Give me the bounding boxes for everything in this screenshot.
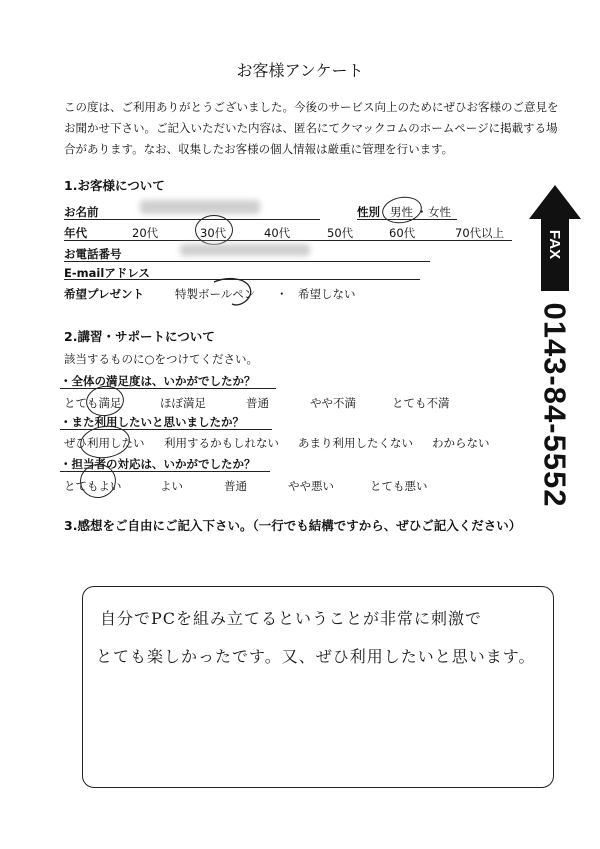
fax-label-wrap: [537, 226, 573, 262]
fax-label: FAX: [546, 229, 564, 259]
gift-option-none[interactable]: 希望しない: [298, 287, 356, 301]
q3-option-somewhat-bad[interactable]: やや悪い: [288, 479, 334, 493]
question3: ・担当者の対応は、いかがでしたか？: [60, 457, 256, 471]
section3-heading: 3.感想をご自由にご記入下さい。（一行でも結構ですから、ぜひご記入ください）: [64, 518, 522, 533]
fax-number: 0143-84-5552: [538, 302, 573, 508]
section2-instruction: 該当するものに○をつけてください。: [64, 352, 259, 366]
q2-option-not-really[interactable]: あまり利用したくない: [298, 436, 413, 450]
phone-underline: [64, 261, 430, 262]
name-underline: [64, 219, 320, 220]
question1: ・全体の満足度は、いかがでしたか？: [60, 374, 256, 388]
gender-underline: [357, 219, 457, 220]
comment-line-2: とても楽しかったです。又、ぜひ利用したいと思います。: [96, 647, 536, 666]
email-label: E-mailアドレス: [64, 266, 150, 280]
question2: ・また利用したいと思いましたか？: [60, 415, 244, 429]
q2-option-dont-know[interactable]: わからない: [432, 436, 490, 450]
section2-heading: 2.講習・サポートについて: [64, 329, 215, 344]
gender-female-option[interactable]: 女性: [428, 205, 451, 219]
phone-label: お電話番号: [64, 247, 122, 261]
q1-option-neutral[interactable]: 普通: [246, 396, 269, 410]
gender-separator: ・: [416, 205, 428, 219]
q3-option-very-good[interactable]: とてもよい: [64, 479, 122, 493]
age-option-30s[interactable]: 30代: [200, 226, 227, 240]
age-option-20s[interactable]: 20代: [132, 226, 159, 240]
q1-option-somewhat-dissatisfied[interactable]: やや不満: [310, 396, 356, 410]
name-redacted: [140, 200, 260, 214]
q3-option-good[interactable]: よい: [160, 479, 183, 493]
q1-option-very-dissatisfied[interactable]: とても不満: [392, 396, 450, 410]
age-option-60s[interactable]: 60代: [389, 226, 416, 240]
age-label: 年代: [64, 226, 87, 240]
gender-label: 性別: [357, 205, 380, 219]
gift-separator: ・: [276, 287, 288, 301]
q2-option-definitely[interactable]: ぜひ利用したい: [64, 436, 145, 450]
intro-text: この度は、ご利用ありがとうございました。今後のサービス向上のためにぜひお客様のご意見をお聞かせ下さい。ご記入いただいた内容は、匿名にてクマックコムのホームページに掲載する場合があります。なお、収集したお客様の個人情報は厳重に管理を行います。: [64, 100, 559, 156]
name-label: お名前: [64, 205, 99, 219]
q2-option-maybe[interactable]: 利用するかもしれない: [164, 436, 279, 450]
page-title: お客様アンケート: [236, 61, 364, 80]
gender-male-circle-mark: [380, 194, 424, 227]
gender-male-option[interactable]: 男性: [390, 205, 413, 219]
age-underline: [64, 240, 512, 241]
gift-pen-check-mark: [210, 274, 270, 314]
gift-label: 希望プレゼント: [64, 287, 145, 301]
age-option-70s-plus[interactable]: 70代以上: [455, 226, 505, 240]
age-option-50s[interactable]: 50代: [327, 226, 354, 240]
q3-option-very-bad[interactable]: とても悪い: [370, 479, 428, 493]
q1-option-very-satisfied[interactable]: とても満足: [64, 396, 122, 410]
comment-line-1: 自分でPCを組み立てるということが非常に刺激で: [100, 609, 483, 628]
section1-heading: 1.お客様について: [64, 178, 165, 193]
q1-option-mostly-satisfied[interactable]: ほぼ満足: [160, 396, 206, 410]
age-option-40s[interactable]: 40代: [264, 226, 291, 240]
phone-redacted: [180, 244, 310, 256]
q3-option-neutral[interactable]: 普通: [224, 479, 247, 493]
gift-option-pen[interactable]: 特製ボールペン: [175, 287, 256, 301]
